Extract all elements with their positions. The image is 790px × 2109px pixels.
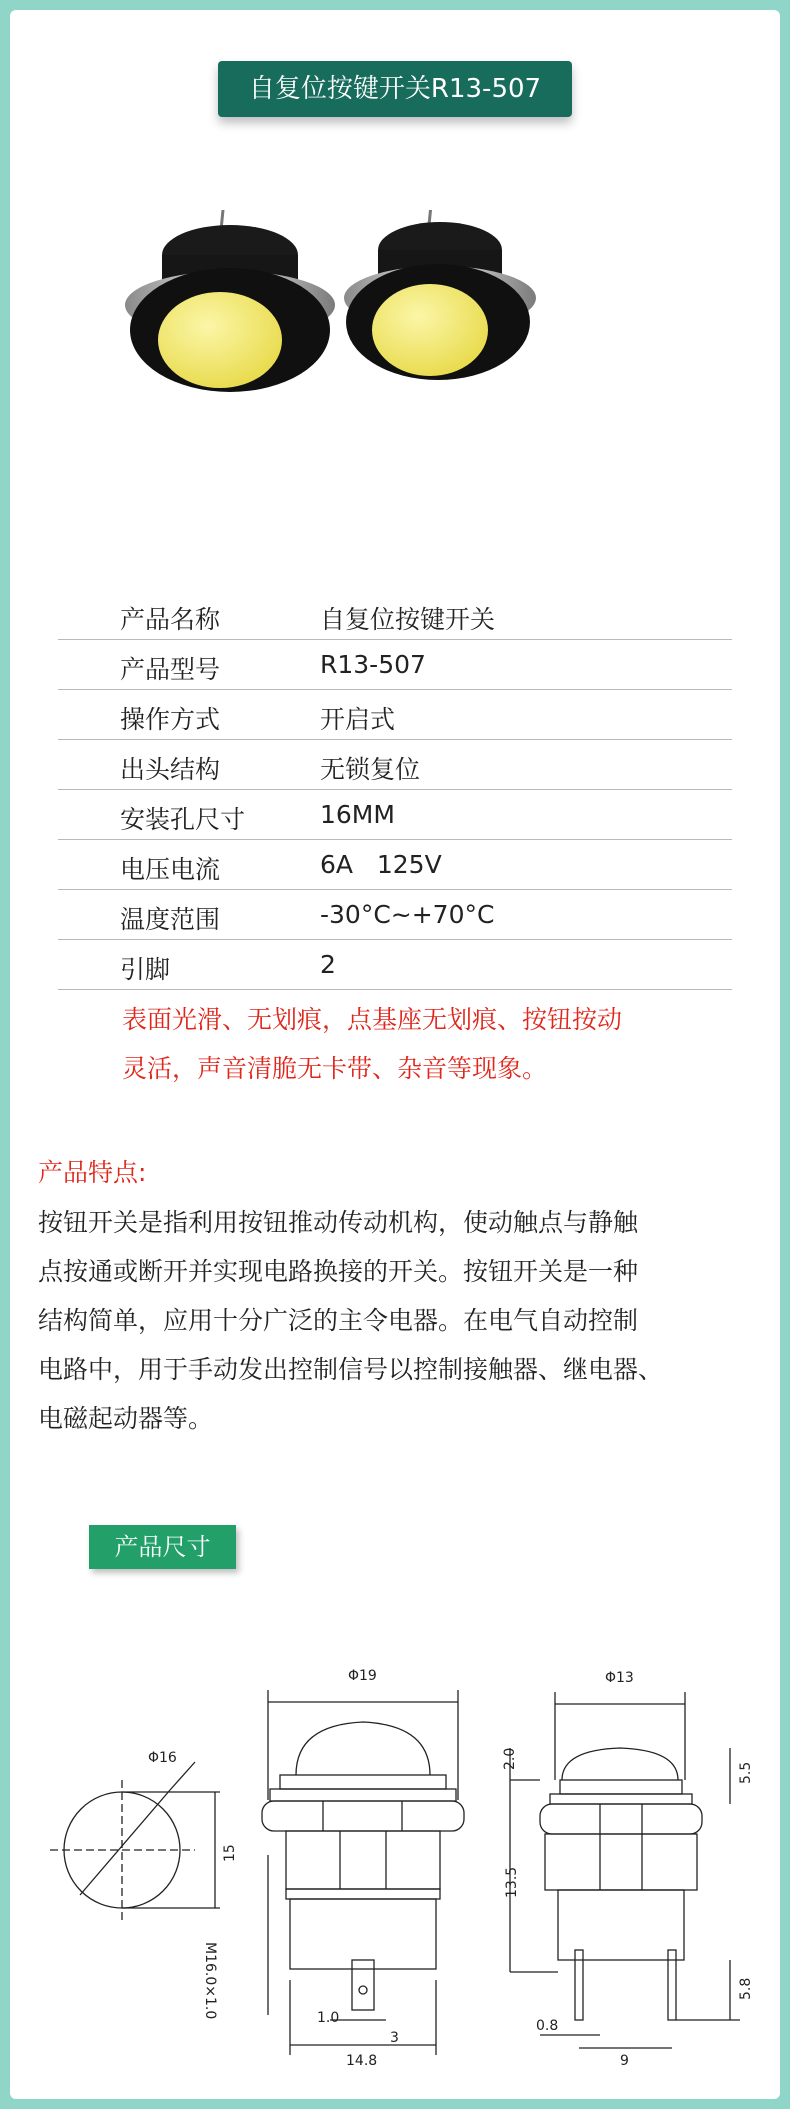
features-body [38,1198,778,1443]
features-line: 点按通或断开并实现电路换接的开关。按钮开关是一种 [38,1257,639,1286]
spec-row [58,840,732,890]
spec-row [58,740,732,790]
spec-value: -30°C~+70°C [320,900,495,929]
spec-table [58,590,732,990]
spec-value: 自复位按键开关 [320,605,496,634]
quality-note-line: 表面光滑、无划痕，点基座无划痕、按钮按动 [122,1005,623,1034]
spec-value: 2 [320,950,336,979]
body-height-label: 13.5 [504,1866,520,1898]
switch-left [120,210,335,392]
spec-value: 16MM [320,800,395,829]
front-view [202,1668,464,2069]
spec-value: 开启式 [320,705,396,734]
spec-row [58,690,732,740]
quality-note-line: 灵活，声音清脆无卡带、杂音等现象。 [122,1054,548,1083]
hole-diameter-label: Φ16 [148,1750,177,1766]
hole-view [50,1750,238,1920]
spec-key: 出头结构 [120,755,221,784]
pin-thickness-label: 0.8 [536,2018,559,2034]
features-line: 结构简单，应用十分广泛的主令电器。在电气自动控制 [38,1306,639,1335]
features-line: 电路中，用于手动发出控制信号以控制接触器、继电器、 [38,1355,664,1384]
spec-value: 无锁复位 [320,755,421,784]
switch-right [344,210,536,380]
cap-top-label: 2.0 [502,1747,518,1770]
front-width-label: Φ19 [348,1668,377,1684]
features-line: 电磁起动器等。 [38,1404,214,1433]
product-page [10,10,780,2099]
page-title: 自复位按键开关R13-507 [218,61,572,117]
thread-label: M16.0×1.0 [202,1942,218,2020]
spec-value: 6A 125V [320,850,442,879]
pin-spacing-label: 9 [620,2053,629,2069]
hole-height-label: 15 [222,1844,238,1862]
features-line: 按钮开关是指利用按钮推动传动机构，使动触点与静触 [38,1208,639,1237]
pin-length-label: 5.8 [738,1977,754,2000]
cap-height-label: 5.5 [738,1761,754,1784]
spec-row [58,940,732,990]
spec-key: 安装孔尺寸 [120,805,246,834]
base-width-label: 14.8 [346,2053,378,2069]
spec-key: 产品型号 [120,655,221,684]
spec-row [58,590,732,640]
spec-value: R13-507 [320,650,426,679]
spec-key: 操作方式 [120,705,221,734]
spec-row [58,640,732,690]
spec-row [58,790,732,840]
spec-key: 产品名称 [120,605,221,634]
product-photo [120,210,680,510]
spec-key: 电压电流 [120,855,221,884]
pin-width-label: 1.0 [317,2010,340,2026]
features-title: 产品特点: [38,1158,147,1187]
side-width-label: Φ13 [605,1670,634,1686]
dimensions-title: 产品尺寸 [89,1525,236,1569]
side-view [502,1670,754,2069]
pin-gap-label: 3 [390,2030,399,2046]
spec-key: 引脚 [120,955,171,984]
spec-key: 温度范围 [120,905,221,934]
quality-note [122,995,742,1093]
dimension-drawing [40,1650,770,2070]
spec-row [58,890,732,940]
